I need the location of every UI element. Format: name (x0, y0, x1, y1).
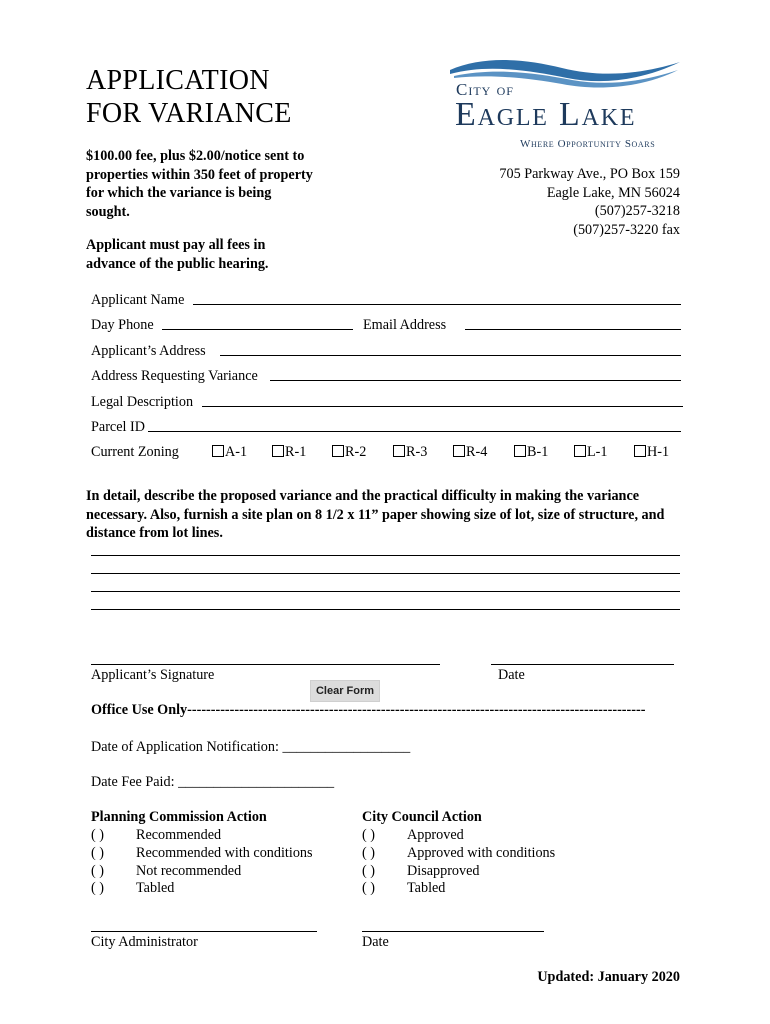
title-line-2: FOR VARIANCE (86, 98, 292, 129)
checkbox[interactable] (272, 445, 284, 457)
applicant-name-field[interactable] (193, 304, 681, 305)
checkbox[interactable] (453, 445, 465, 457)
checkbox[interactable] (634, 445, 646, 457)
planning-option-conditions[interactable]: ( ) Recommended with conditions (91, 845, 313, 861)
office-use-heading: Office Use Only------------------------------------------------------------------------------------------------- (91, 702, 646, 718)
notification-date-field[interactable]: Date of Application Notification: __________________ (91, 739, 411, 755)
address-fax: (507)257-3220 fax (573, 221, 680, 238)
applicant-signature-field[interactable] (91, 664, 440, 665)
legal-description-field[interactable] (202, 406, 683, 407)
applicant-address-label: Applicant’s Address (91, 343, 206, 359)
city-council-heading: City Council Action (362, 809, 482, 825)
council-option-disapproved[interactable]: ( ) Disapproved (362, 863, 480, 879)
applicant-name-label: Applicant Name (91, 292, 185, 308)
city-administrator-field[interactable] (91, 931, 317, 932)
address-requesting-field[interactable] (270, 380, 681, 381)
clear-form-button[interactable]: Clear Form (310, 680, 380, 702)
applicant-signature-label: Applicant’s Signature (91, 667, 215, 683)
council-option-conditions[interactable]: ( ) Approved with conditions (362, 845, 556, 861)
zoning-option-a1[interactable]: A-1 (212, 444, 247, 461)
checkbox[interactable] (393, 445, 405, 457)
zoning-option-r4[interactable]: R-4 (453, 444, 487, 461)
legal-description-label: Legal Description (91, 394, 194, 410)
city-administrator-label: City Administrator (91, 934, 198, 950)
description-line-3[interactable] (91, 591, 680, 592)
signature-date-field[interactable] (491, 664, 674, 665)
form-title (86, 64, 292, 130)
parcel-id-field[interactable] (148, 431, 681, 432)
zoning-option-l1[interactable]: L-1 (574, 444, 608, 461)
signature-date-label: Date (498, 667, 525, 683)
day-phone-field[interactable] (162, 329, 353, 330)
council-option-approved[interactable]: ( ) Approved (362, 827, 464, 843)
payment-note: Applicant must pay all fees in advance of the public hearing. (86, 237, 269, 272)
city-logo (442, 52, 687, 152)
council-option-tabled[interactable]: ( ) Tabled (362, 880, 446, 896)
address-requesting-label: Address Requesting Variance (91, 368, 258, 384)
zoning-option-r2[interactable]: R-2 (332, 444, 366, 461)
parcel-id-label: Parcel ID (91, 419, 145, 435)
description-line-2[interactable] (91, 573, 680, 574)
logo-city-of: City of (456, 80, 514, 99)
email-label: Email Address (363, 317, 447, 333)
logo-tagline: Where Opportunity Soars (520, 138, 656, 150)
logo-name: Eagle Lake (455, 96, 637, 133)
planning-option-recommended[interactable]: ( ) Recommended (91, 827, 222, 843)
planning-option-not-recommended[interactable]: ( ) Not recommended (91, 863, 242, 879)
checkbox[interactable] (574, 445, 586, 457)
planning-option-tabled[interactable]: ( ) Tabled (91, 880, 175, 896)
checkbox[interactable] (514, 445, 526, 457)
city-address (499, 165, 680, 239)
planning-commission-heading: Planning Commission Action (91, 809, 267, 825)
address-line-1: 705 Parkway Ave., PO Box 159 (499, 166, 680, 182)
zoning-option-r1[interactable]: R-1 (272, 444, 306, 461)
zoning-option-r3[interactable]: R-3 (393, 444, 427, 461)
zoning-option-h1[interactable]: H-1 (634, 444, 669, 461)
checkbox[interactable] (332, 445, 344, 457)
applicant-address-field[interactable] (220, 355, 681, 356)
address-phone: (507)257-3218 (594, 203, 680, 219)
administrator-date-label: Date (362, 934, 389, 950)
checkbox[interactable] (212, 445, 224, 457)
email-field[interactable] (465, 329, 681, 330)
current-zoning-label: Current Zoning (91, 444, 179, 460)
address-line-2: Eagle Lake, MN 56024 (546, 184, 680, 201)
fee-note: $100.00 fee, plus $2.00/notice sent to properties within 350 feet of property for which the variance is being sought. (86, 148, 313, 220)
zoning-option-b1[interactable]: B-1 (514, 444, 548, 461)
fee-paid-field[interactable]: Date Fee Paid: ______________________ (91, 774, 335, 790)
updated-date: Updated: January 2020 (537, 969, 680, 985)
title-line-1: APPLICATION (86, 65, 270, 96)
description-line-4[interactable] (91, 609, 680, 610)
variance-instructions: In detail, describe the proposed variance and the practical difficulty in making the variance necessary. Also, furnish a site plan on 8 1/2 x 11” paper showing size of lot, size of structure, and distance from lot lines. (86, 488, 665, 541)
description-line-1[interactable] (91, 555, 680, 556)
day-phone-label: Day Phone (91, 317, 154, 333)
administrator-date-field[interactable] (362, 931, 544, 932)
